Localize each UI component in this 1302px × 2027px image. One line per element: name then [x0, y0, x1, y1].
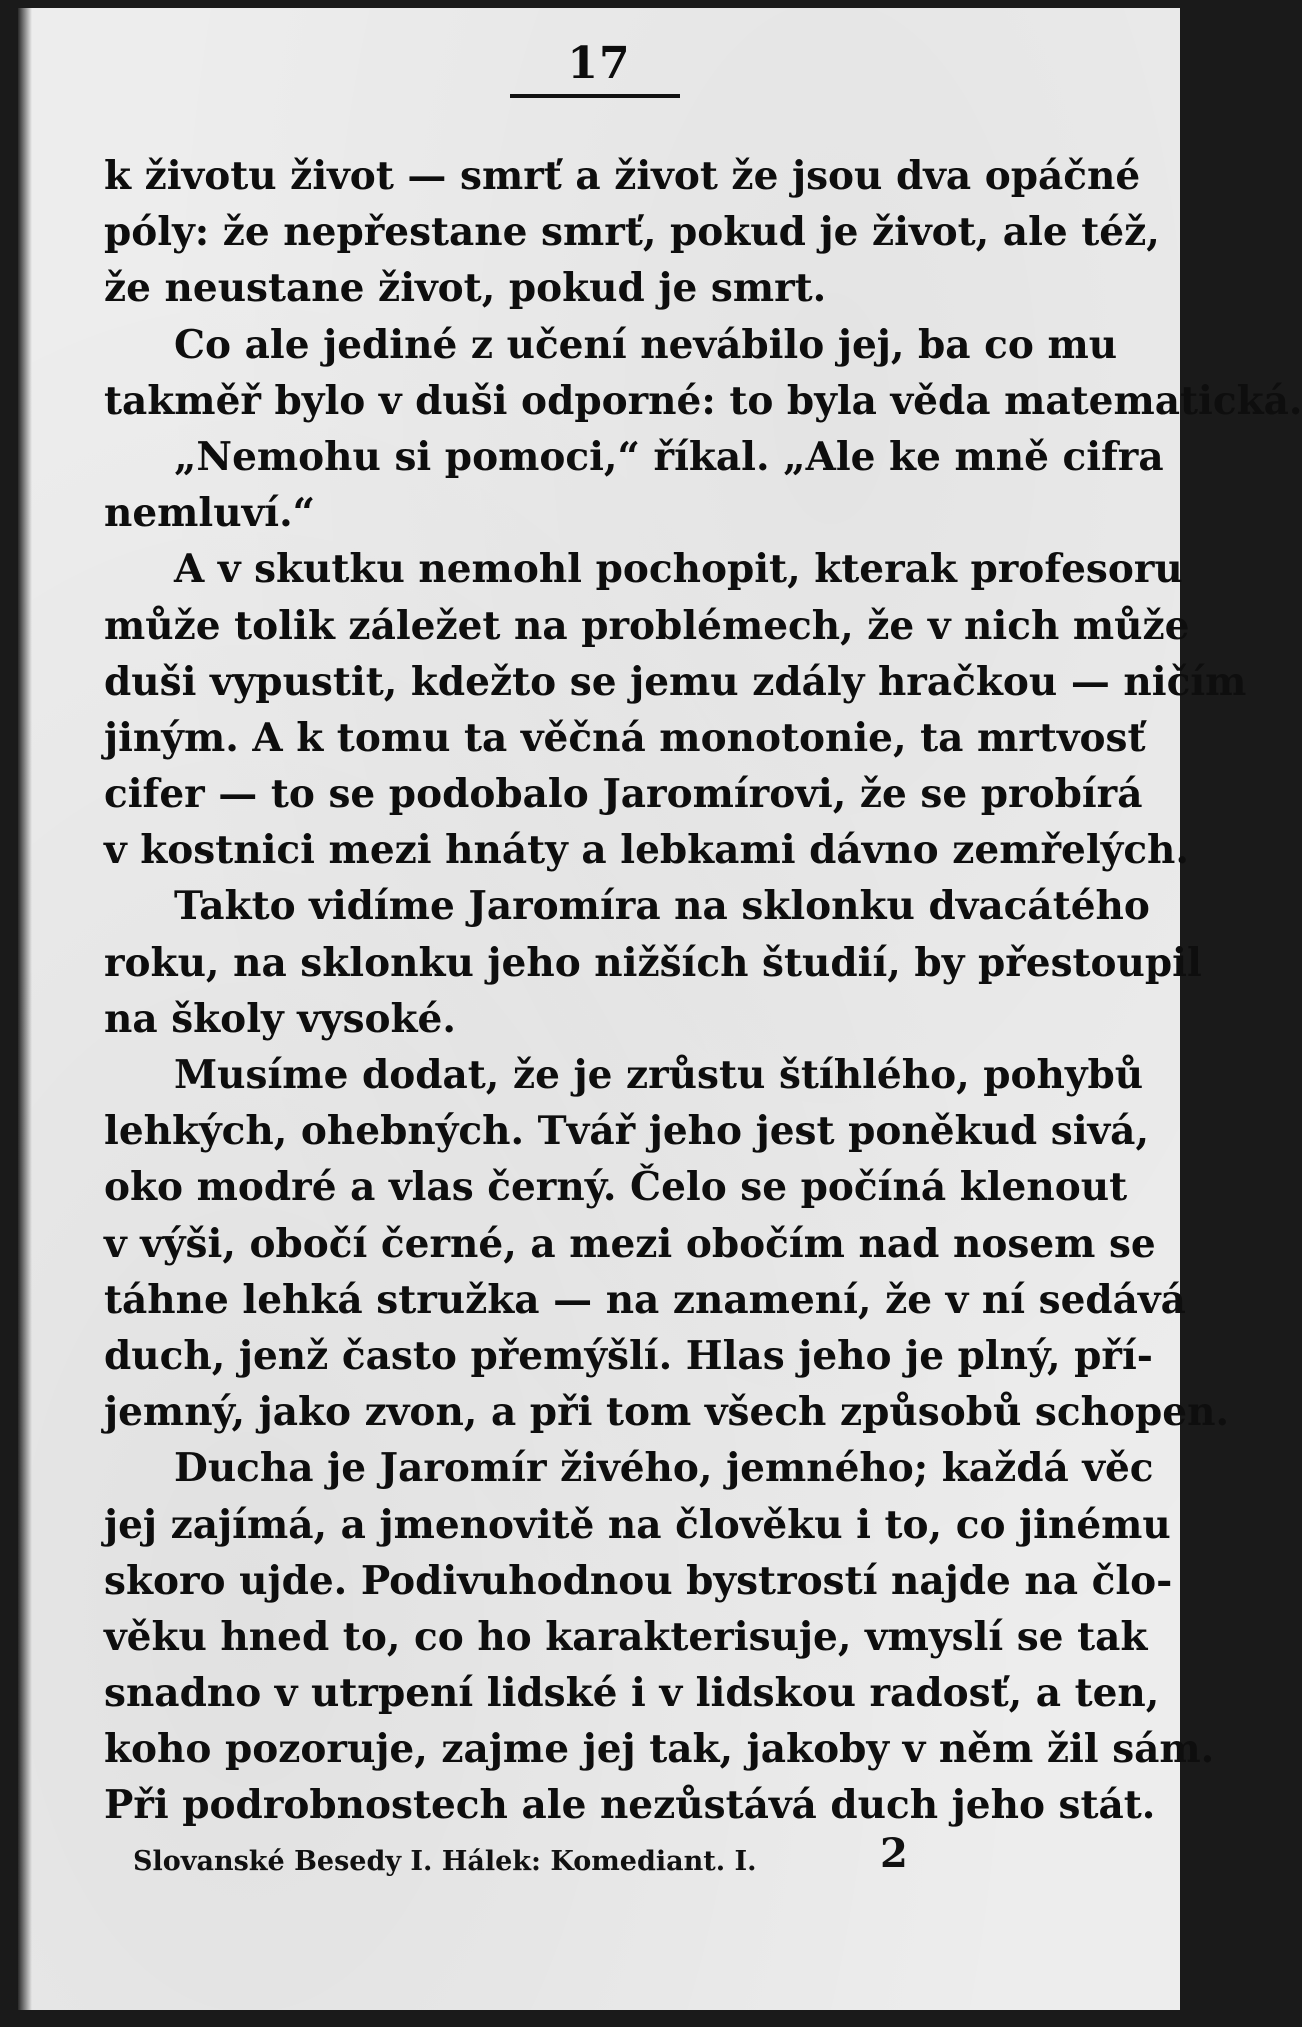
- text-line: táhne lehká stružka — na znamení, že v ní sedává: [104, 1276, 1186, 1323]
- signature-mark: 2: [880, 1830, 908, 1877]
- text-line: jej zajímá, a jmenovitě na člověku i to, co jinému: [104, 1501, 1171, 1548]
- text-line: jiným. A k tomu ta věčná monotonie, ta mrtvosť: [104, 714, 1146, 761]
- text-line: Takto vidíme Jaromíra na sklonku dvacátého: [174, 883, 1150, 930]
- text-line: na školy vysoké.: [104, 995, 456, 1042]
- text-line: v výši, obočí černé, a mezi obočím nad nosem se: [104, 1220, 1156, 1267]
- text-line: takměř bylo v duši odporné: to byla věda matematická.: [104, 377, 1302, 424]
- text-line: jemný, jako zvon, a při tom všech způsobů schopen.: [104, 1389, 1230, 1436]
- text-line: skoro ujde. Podivuhodnou bystrostí najde na člo-: [104, 1557, 1173, 1604]
- text-line: lehkých, ohebných. Tvář jeho jest poněkud sivá,: [104, 1108, 1150, 1155]
- text-line: k životu život — smrť a život že jsou dva opáčné: [104, 153, 1141, 199]
- text-line: póly: že nepřestane smrť, pokud je život, ale též,: [104, 209, 1160, 256]
- page-number: 17: [567, 38, 631, 89]
- text-line: Při podrobnostech ale nezůstává duch jeho stát.: [104, 1782, 1156, 1829]
- text-line: může tolik záležet na problémech, že v nich může: [104, 602, 1190, 649]
- book-page: [18, 8, 1302, 2010]
- text-line: snadno v utrpení lidské i v lidskou radosť, a ten,: [104, 1670, 1160, 1717]
- page-edge-shadow: [18, 8, 32, 2010]
- text-line: duch, jenž často přemýšlí. Hlas jeho je plný, pří-: [104, 1332, 1153, 1379]
- text-line: oko modré a vlas černý. Čelo se počíná klenout: [104, 1164, 1128, 1211]
- text-line: koho pozoruje, zajme jej tak, jakoby v něm žil sám.: [104, 1726, 1215, 1773]
- text-line: nemluví.“: [104, 490, 316, 537]
- text-line: Ducha je Jaromír živého, jemného; každá věc: [174, 1445, 1154, 1492]
- body-text: [104, 148, 1302, 1834]
- text-line: „Nemohu si pomoci,“ říkal. „Ale ke mně cifra: [174, 433, 1164, 480]
- text-line: Musíme dodat, že je zrůstu štíhlého, pohybů: [174, 1052, 1144, 1098]
- footer-imprint: Slovanské Besedy I. Hálek: Komediant. I.: [133, 1846, 757, 1877]
- text-line: A v skutku nemohl pochopit, kterak profesoru: [174, 546, 1183, 593]
- page-number-rule: [510, 94, 680, 98]
- text-line: Co ale jediné z učení nevábilo jej, ba co mu: [174, 321, 1118, 368]
- text-line: cifer — to se podobalo Jaromírovi, že se probírá: [104, 771, 1143, 818]
- text-line: roku, na sklonku jeho nižších študií, by přestoupil: [104, 939, 1202, 986]
- text-line: duši vypustit, kdežto se jemu zdály hračkou — ničím: [104, 658, 1247, 705]
- text-line: že neustane život, pokud je smrt.: [104, 265, 827, 312]
- text-line: věku hned to, co ho karakterisuje, vmyslí se tak: [104, 1613, 1148, 1660]
- text-line: v kostnici mezi hnáty a lebkami dávno zemřelých.: [104, 827, 1189, 874]
